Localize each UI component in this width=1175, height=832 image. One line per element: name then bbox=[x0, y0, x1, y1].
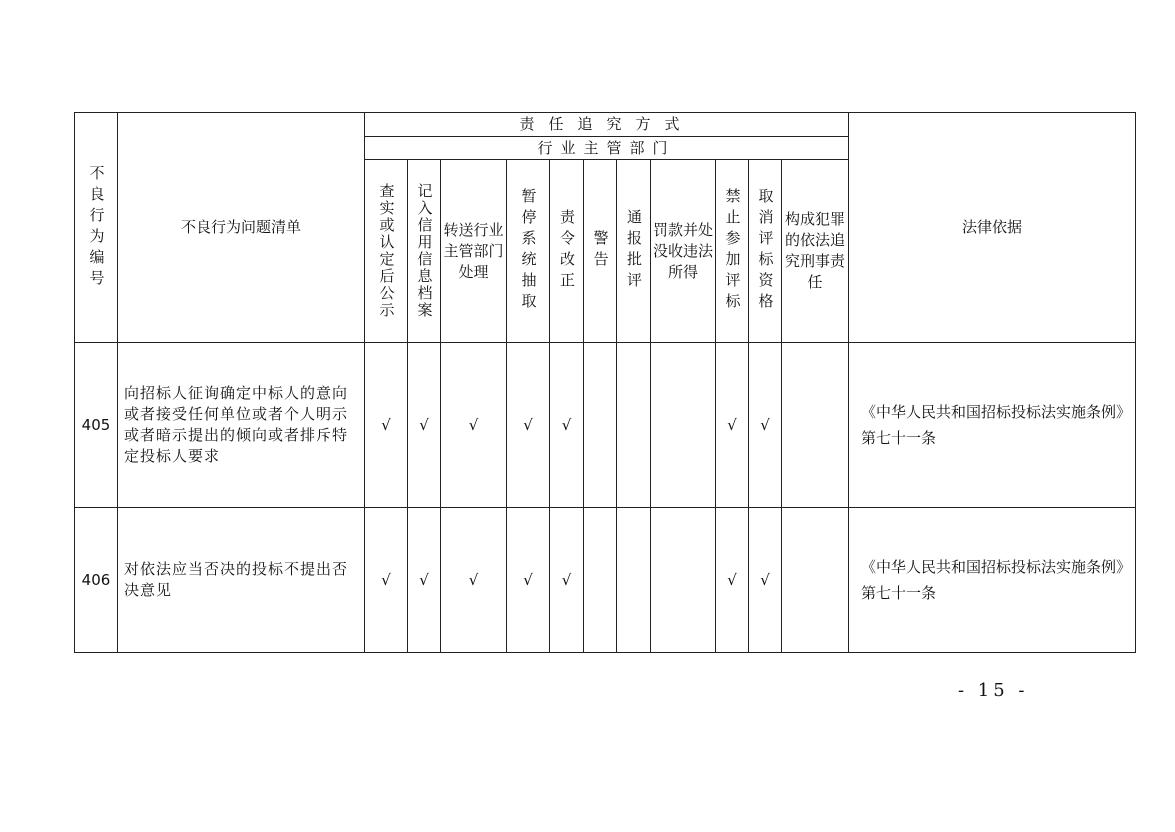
measure-header-8 bbox=[716, 160, 749, 343]
table-row bbox=[75, 508, 1136, 653]
check-cell bbox=[507, 508, 550, 653]
empty-cell bbox=[651, 508, 716, 653]
measure-header-5 bbox=[584, 160, 617, 343]
row-issue: 对依法应当否决的投标不提出否决意见 bbox=[118, 508, 365, 653]
empty-cell bbox=[584, 508, 617, 653]
check-cell bbox=[441, 343, 507, 508]
check-cell bbox=[550, 343, 584, 508]
empty-cell bbox=[782, 508, 849, 653]
measure-label: 警告 bbox=[591, 230, 610, 272]
measure-header-4 bbox=[550, 160, 584, 343]
check-mark: √ bbox=[561, 415, 572, 434]
measure-label: 记入信用信息档案 bbox=[415, 183, 434, 319]
check-cell bbox=[408, 343, 441, 508]
header-number-label: 不良行为编号 bbox=[87, 164, 106, 291]
measure-label: 构成犯罪的依法追究刑事责任 bbox=[785, 210, 846, 291]
measure-header-2 bbox=[441, 160, 507, 343]
table-row bbox=[75, 343, 1136, 508]
header-dept bbox=[365, 137, 849, 160]
check-cell bbox=[749, 508, 782, 653]
measure-label: 罚款并处没收违法所得 bbox=[652, 220, 713, 281]
header-row-1 bbox=[75, 113, 1136, 137]
check-mark: √ bbox=[381, 415, 391, 434]
check-cell bbox=[749, 343, 782, 508]
check-mark: √ bbox=[523, 570, 533, 589]
check-mark: √ bbox=[727, 415, 737, 434]
empty-cell bbox=[584, 343, 617, 508]
empty-cell bbox=[617, 508, 651, 653]
measure-header-0 bbox=[365, 160, 408, 343]
check-cell bbox=[365, 508, 408, 653]
check-mark: √ bbox=[760, 415, 770, 434]
header-issue-label: 不良行为问题清单 bbox=[180, 218, 301, 236]
empty-cell bbox=[617, 343, 651, 508]
measure-label: 责令改正 bbox=[558, 209, 576, 293]
measure-label: 通报批评 bbox=[625, 209, 643, 293]
measure-header-10 bbox=[782, 160, 849, 343]
check-mark: √ bbox=[381, 570, 391, 589]
bad-behavior-table bbox=[74, 112, 1136, 653]
header-issue bbox=[118, 113, 365, 343]
accountability-title: 责任追究方式 bbox=[519, 115, 694, 133]
check-mark: √ bbox=[727, 570, 737, 589]
check-cell bbox=[408, 508, 441, 653]
header-basis-label: 法律依据 bbox=[962, 218, 1023, 236]
row-basis: 《中华人民共和国招标投标法实施条例》第七十一条 bbox=[849, 508, 1136, 653]
check-cell bbox=[507, 343, 550, 508]
measure-label: 转送行业主管部门处理 bbox=[443, 220, 504, 281]
empty-cell bbox=[782, 343, 849, 508]
measure-label: 查实或认定后公示 bbox=[377, 183, 396, 319]
header-number bbox=[75, 113, 118, 343]
row-number: 405 bbox=[75, 343, 118, 508]
check-mark: √ bbox=[523, 415, 533, 434]
check-mark: √ bbox=[468, 570, 479, 589]
measure-header-3 bbox=[507, 160, 550, 343]
row-issue: 向招标人征询确定中标人的意向或者接受任何单位或者个人明示或者暗示提出的倾向或者排斥特定投标人要求 bbox=[118, 343, 365, 508]
check-cell bbox=[716, 508, 749, 653]
measure-label: 暂停系统抽取 bbox=[519, 188, 538, 314]
measure-header-9 bbox=[749, 160, 782, 343]
row-number: 406 bbox=[75, 508, 118, 653]
measure-header-1 bbox=[408, 160, 441, 343]
header-basis bbox=[849, 113, 1136, 343]
empty-cell bbox=[651, 343, 716, 508]
measure-label: 取消评标资格 bbox=[756, 188, 775, 314]
row-basis: 《中华人民共和国招标投标法实施条例》第七十一条 bbox=[849, 343, 1136, 508]
page-number: - 15 - bbox=[958, 680, 1029, 701]
check-cell bbox=[716, 343, 749, 508]
check-cell bbox=[365, 343, 408, 508]
check-mark: √ bbox=[468, 415, 479, 434]
check-mark: √ bbox=[419, 415, 429, 434]
check-cell bbox=[550, 508, 584, 653]
check-mark: √ bbox=[419, 570, 429, 589]
check-mark: √ bbox=[760, 570, 770, 589]
measure-label: 禁止参加评标 bbox=[723, 188, 742, 314]
measure-header-7 bbox=[651, 160, 716, 343]
measure-header-6 bbox=[617, 160, 651, 343]
header-accountability bbox=[365, 113, 849, 137]
dept-title: 行业主管部门 bbox=[537, 138, 676, 157]
check-mark: √ bbox=[561, 570, 572, 589]
check-cell bbox=[441, 508, 507, 653]
